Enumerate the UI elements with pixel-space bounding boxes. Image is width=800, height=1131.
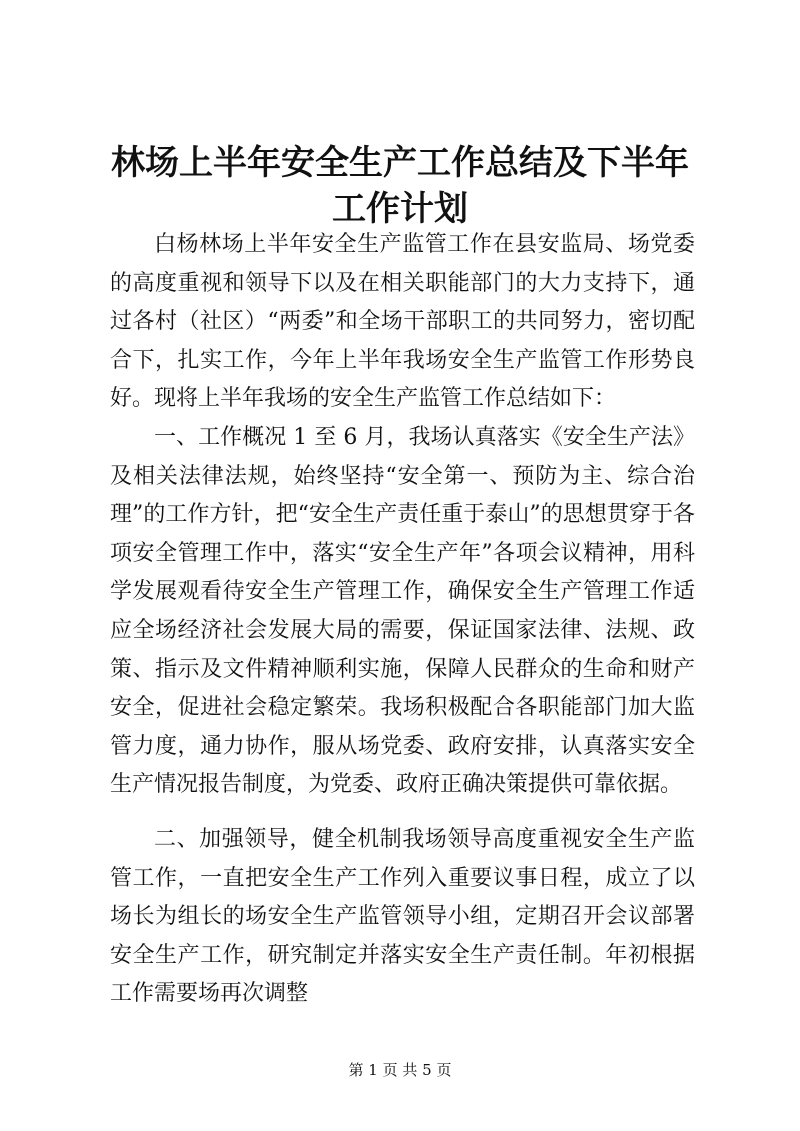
paragraph-leadership: 二、加强领导，健全机制我场领导高度重视安全生产监管工作，一直把安全生产工作列入重要议事日程，成立了以场长为组长的场安全生产监管领导小组，定期召开会议部署安全生产工作，研究制定并落实安全生产责任制。年初根据工作需要场再次调整 (110, 826, 695, 1007)
paragraph-intro: 白杨林场上半年安全生产监管工作在县安监局、场党委的高度重视和领导下以及在相关职能部门的大力支持下，通过各村（社区）“两委”和全场干部职工的共同努力，密切配合下，扎实工作，今年上半年我场安全生产监管工作形势良好。现将上半年我场的安全生产监管工作总结如下： (110, 232, 695, 412)
paragraph-overview: 一、工作概况 1 至 6 月，我场认真落实《安全生产法》及相关法律法规，始终坚持“安全第一、预防为主、综合治理”的工作方针，把“安全生产责任重于泰山”的思想贯穿于各项安全管理工作中，落实“安全生产年”各项会议精神，用科学发展观看待安全生产管理工作，确保安全生产管理工作适应全场经济社会发展大局的需要，保证国家法律、法规、政策、指示及文件精神顺利实施，保障人民群众的生命和财产安全，促进社会稳定繁荣。我场积极配合各职能部门加大监管力度，通力协作，服从场党委、政府安排，认真落实安全生产情况报告制度，为党委、政府正确决策提供可靠依据。 (110, 424, 695, 798)
document-body (110, 226, 695, 1014)
page-number-footer: 第 1 页 共 5 页 (348, 1061, 452, 1079)
document-title: 林场上半年安全生产工作总结及下半年工作计划 (111, 143, 689, 229)
